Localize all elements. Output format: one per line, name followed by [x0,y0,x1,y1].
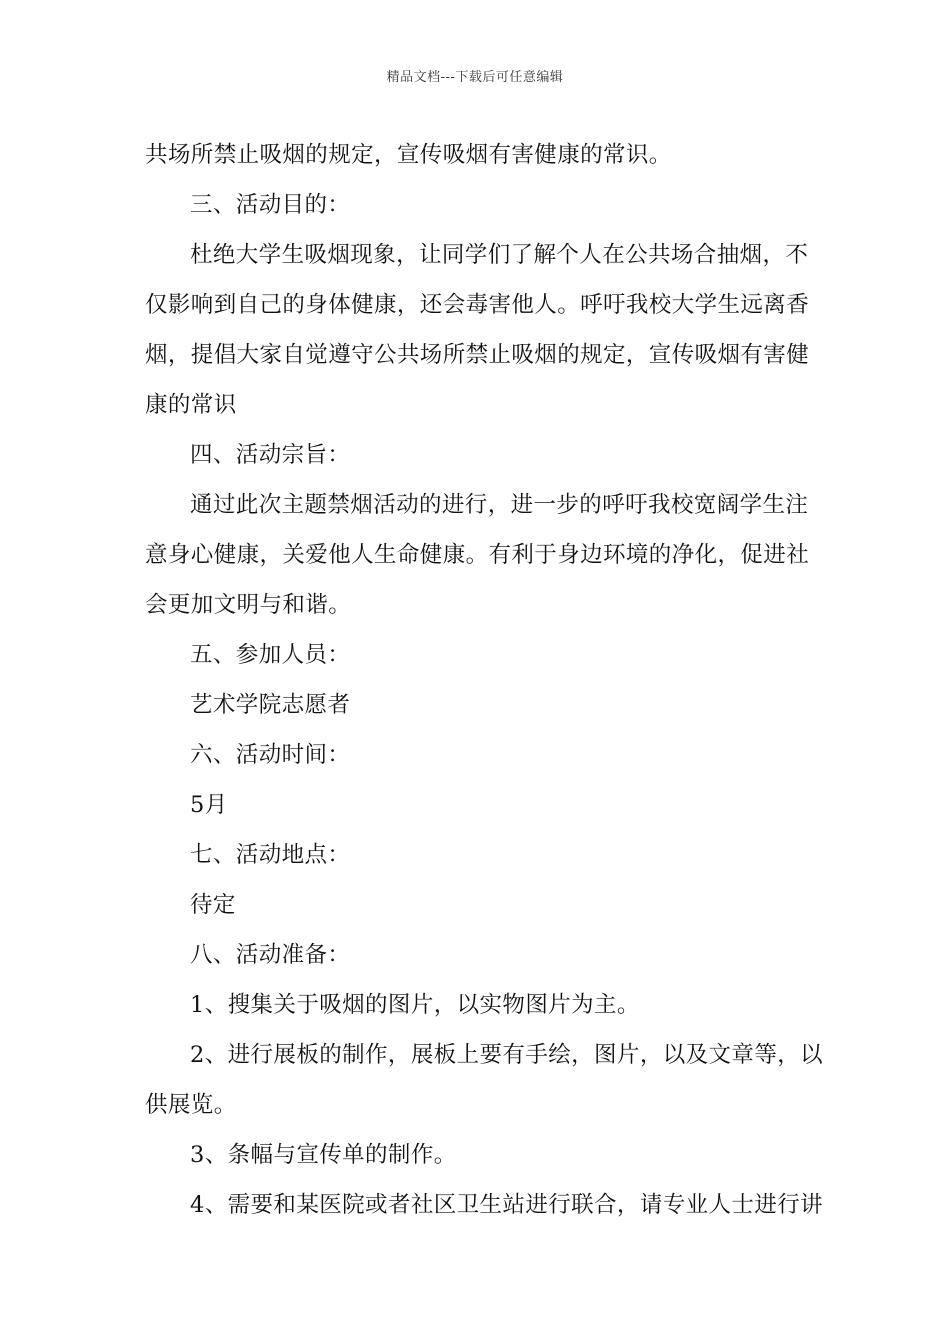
document-body [145,130,824,1230]
paragraph-line: 康的常识 [145,392,237,418]
section-heading-participants: 五、参加人员： [190,642,351,668]
preparation-item: 3、条幅与宣传单的制作。 [190,1142,457,1168]
page-header: 精品文档---下载后可任意编辑 [386,70,564,85]
preparation-item: 1、搜集关于吸烟的图片，以实物图片为主。 [190,992,640,1018]
paragraph-line: 烟，提倡大家自觉遵守公共场所禁止吸烟的规定，宣传吸烟有害健 [145,342,810,368]
paragraph-line: 供展览。 [145,1092,237,1118]
paragraph-line: 杜绝大学生吸烟现象，让同学们了解个人在公共场合抽烟，不 [190,242,809,268]
location-value: 待定 [190,892,236,918]
section-heading-preparation: 八、活动准备： [190,942,351,968]
paragraph-line: 通过此次主题禁烟活动的进行，进一步的呼吁我校宽阔学生注 [190,492,809,518]
paragraph-line: 仅影响到自己的身体健康，还会毒害他人。呼吁我校大学生远离香 [145,292,810,318]
section-heading-purpose: 三、活动目的： [190,192,351,218]
preparation-item: 2、进行展板的制作，展板上要有手绘，图片，以及文章等，以 [190,1042,824,1068]
section-heading-time: 六、活动时间： [190,742,351,768]
section-heading-aim: 四、活动宗旨： [190,442,351,468]
section-heading-location: 七、活动地点： [190,842,351,868]
paragraph-line: 意身心健康，关爱他人生命健康。有利于身边环境的净化，促进社 [145,542,810,568]
time-value: 5月 [190,792,228,818]
paragraph-line: 会更加文明与和谐。 [145,592,352,618]
preparation-item: 4、需要和某医院或者社区卫生站进行联合，请专业人士进行讲 [190,1192,824,1218]
participants-value: 艺术学院志愿者 [190,692,351,718]
paragraph-line: 共场所禁止吸烟的规定，宣传吸烟有害健康的常识。 [145,142,672,168]
